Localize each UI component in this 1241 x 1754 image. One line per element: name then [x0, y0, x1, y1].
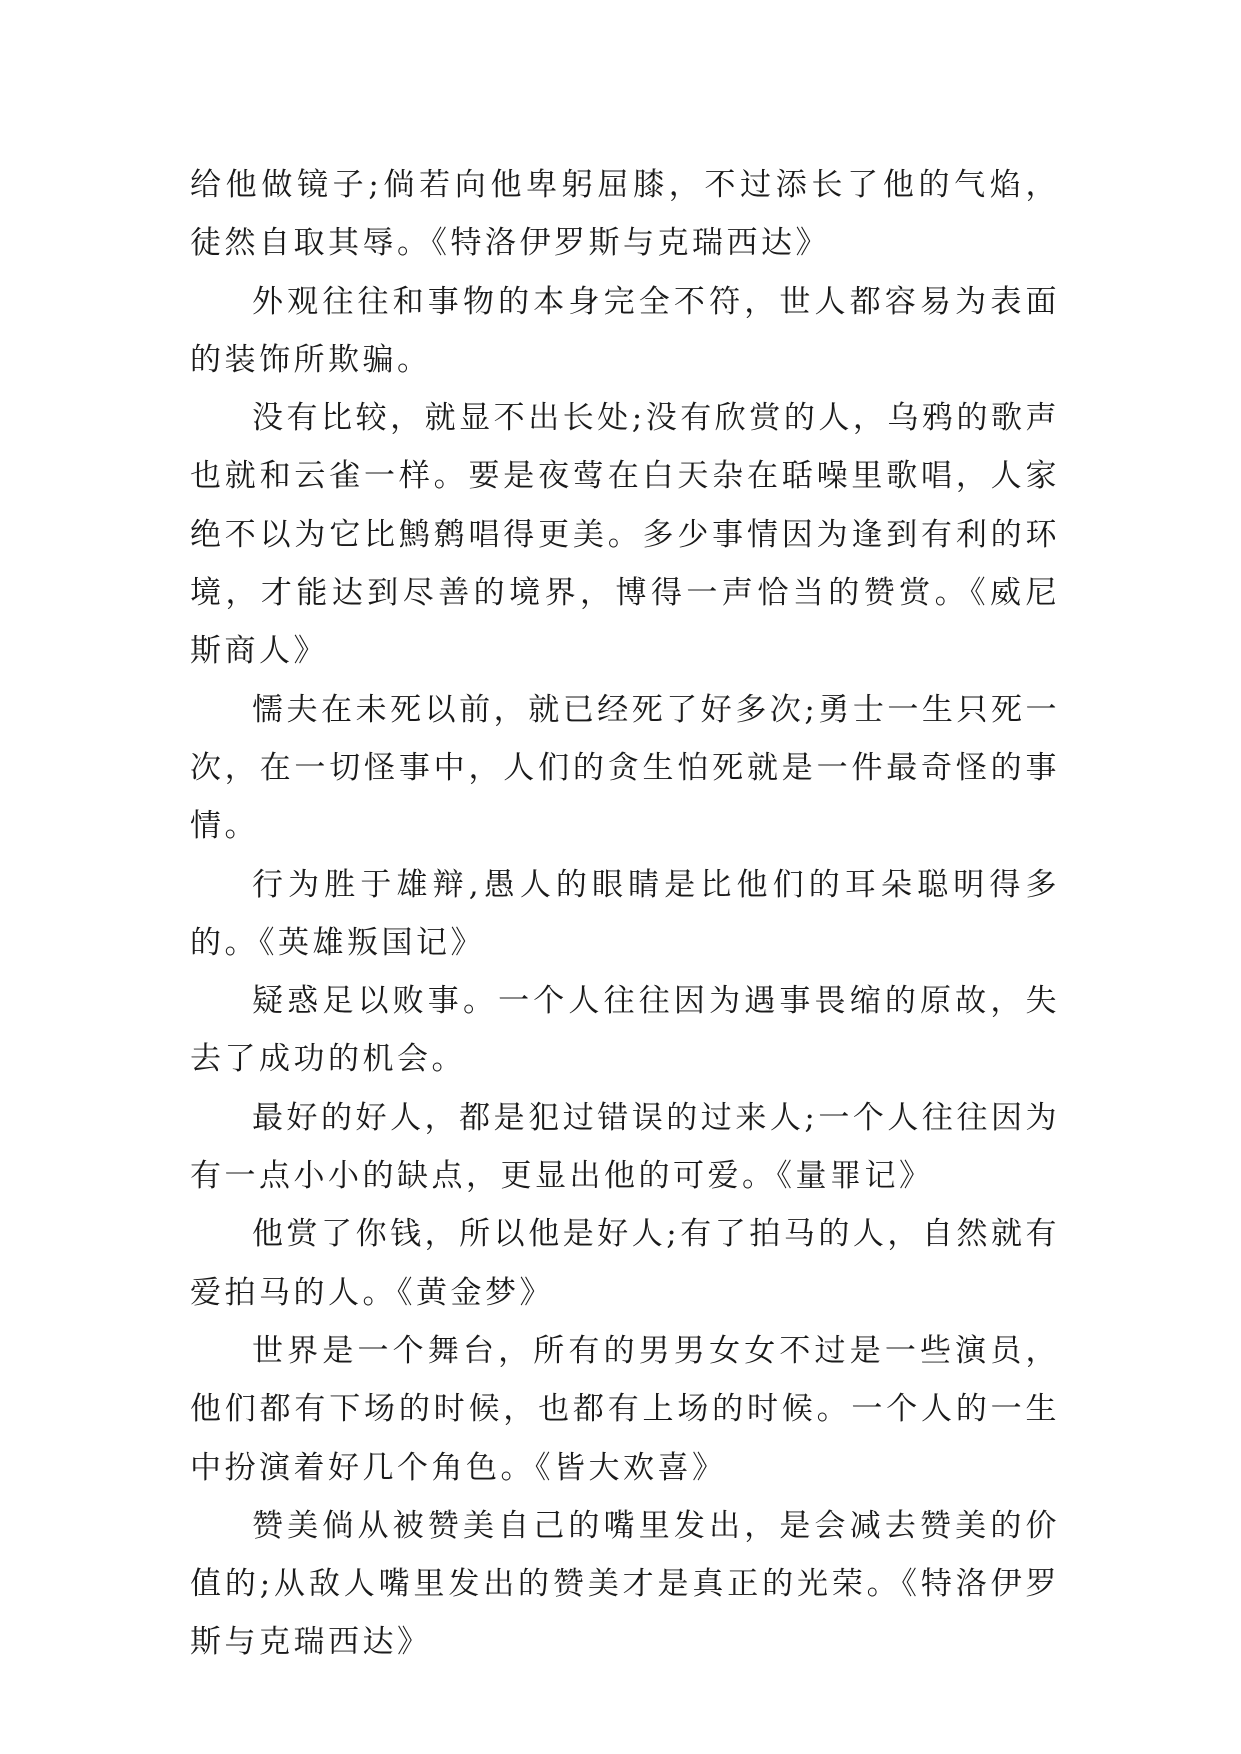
paragraph-continued: 给他做镜子;倘若向他卑躬屈膝，不过添长了他的气焰，徒然自取其辱。《特洛伊罗斯与克瑞西达》 [190, 167, 1060, 262]
paragraph: 赞美倘从被赞美自己的嘴里发出，是会减去赞美的价值的;从敌人嘴里发出的赞美才是真正的光荣。《特洛伊罗斯与克瑞西达》 [190, 1507, 1060, 1661]
paragraph: 行为胜于雄辩,愚人的眼睛是比他们的耳朵聪明得多的。《英雄叛国记》 [190, 866, 1060, 961]
paragraph: 外观往往和事物的本身完全不符，世人都容易为表面的装饰所欺骗。 [190, 283, 1060, 378]
document-body [190, 156, 1060, 1672]
paragraph: 最好的好人，都是犯过错误的过来人;一个人往往因为有一点小小的缺点，更显出他的可爱。《量罪记》 [190, 1099, 1060, 1195]
paragraph: 世界是一个舞台，所有的男男女女不过是一些演员，他们都有下场的时候，也都有上场的时候。一个人的一生中扮演着好几个角色。《皆大欢喜》 [190, 1332, 1060, 1486]
paragraph: 他赏了你钱，所以他是好人;有了拍马的人，自然就有爱拍马的人。《黄金梦》 [190, 1216, 1060, 1311]
paragraph: 疑惑足以败事。一个人往往因为遇事畏缩的原故，失去了成功的机会。 [190, 983, 1060, 1078]
paragraph: 懦夫在未死以前，就已经死了好多次;勇士一生只死一次，在一切怪事中，人们的贪生怕死就是一件最奇怪的事情。 [190, 691, 1060, 845]
paragraph: 没有比较，就显不出长处;没有欣赏的人，乌鸦的歌声也就和云雀一样。要是夜莺在白天杂在聒噪里歌唱，人家绝不以为它比鹪鹩唱得更美。多少事情因为逢到有利的环境，才能达到尽善的境界，博得一声恰当的赞赏。《威尼斯商人》 [190, 400, 1060, 670]
